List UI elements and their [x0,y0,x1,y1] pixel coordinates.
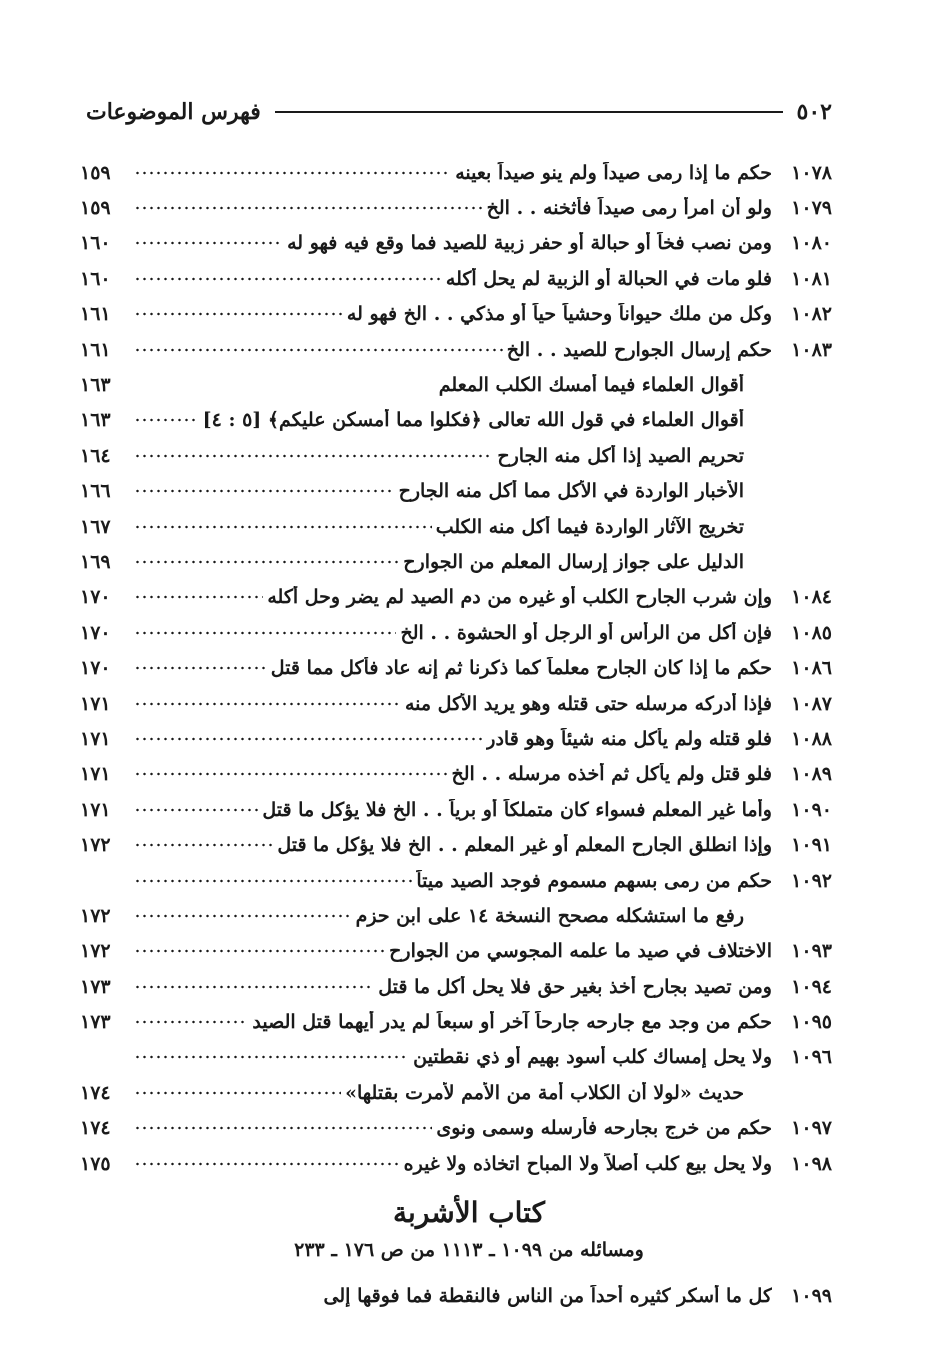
entry-number: ١٠٨٣ [791,338,832,361]
subentry-title: حديث «لولا أن الكلاب أمة من الأمم لأمرت بقتلها» [345,1081,744,1104]
entry-title: كل ما أسكر كثيره أحداً من الناس فالنقطة فما فوقها إلى [323,1285,772,1307]
subentry-title: تحريم الصيد إذا أكل منه الجارح [497,444,744,467]
entry-number: ١٠٨٦ [791,657,832,680]
index-entry [80,827,832,862]
dot-leader [134,454,493,458]
header-rule [275,111,783,113]
entry-page-number: ١٧٠ [80,657,111,680]
index-entry [80,474,832,509]
entry-title: ومن تصيد بجارح أخذ بغير حق فلا يحل أكل ما قتل [378,975,772,998]
entry-title: وكل من ملك حيواناً وحشياً حياً أو مذكي . . الخ فهو له [346,303,772,326]
dot-leader [134,666,267,670]
index-entry [80,226,832,261]
entry-page-number: ١٦٣ [80,374,111,397]
entry-title: ولو أن امرأ رمى صيداً فأثخنه . . الخ [486,197,772,220]
entry-page-number: ١٦٠ [80,267,111,290]
dot-leader [134,772,447,776]
entry-page-number: ١٦٤ [80,444,111,467]
entry-page-number: ١٧٤ [80,1117,111,1140]
entry-number: ١٠٨٨ [791,727,832,750]
subentry-title: الدليل على جواز إرسال المعلم من الجوارح [403,550,744,573]
dot-leader [134,1126,432,1130]
dot-leader [134,737,482,741]
entry-number: ١٠٩٣ [791,940,832,963]
entry-title: الاختلاف في صيد ما علمه المجوسي من الجوارح [389,940,772,963]
dot-leader [134,171,451,175]
entry-title: وإذا انطلق الجارح المعلم أو غير المعلم . . الخ فلا يؤكل ما قتل [277,834,772,857]
dot-leader [134,312,343,316]
entry-title: وإن شرب الجارح الكلب أو غيره من دم الصيد لم يضر وحل أكله [267,586,772,609]
subentry-title: تخريج الآثار الواردة فيما أكل منه الكلب [435,515,744,538]
entry-title: فإذا أدركه مرسله حتى قتله وهو يريد الأكل منه [404,692,772,715]
index-entry [80,438,832,473]
entry-page-number: ١٧٢ [80,904,111,927]
dot-leader [134,241,283,245]
dot-leader [134,595,263,599]
index-entry [80,615,832,650]
subentry-title: أقوال العلماء في قول الله تعالى ﴿فكلوا مما أمسكن عليكم﴾ [٥ : ٤] [202,409,744,432]
entry-title: ومن نصب فخاً أو حبالة أو حفر زبية للصيد فما وقع فيه فهو له [287,232,772,255]
entry-number: ١٠٩٢ [791,869,832,892]
index-entry [80,898,832,933]
index-entry [80,757,832,792]
entry-page-number: ١٦٦ [80,480,111,503]
dot-leader [134,1020,248,1024]
dot-leader [134,489,395,493]
entry-title: وأما غير المعلم فسواء كان متملكاً أو برياً . . الخ فلا يؤكل ما قتل [262,798,772,821]
index-entry [80,934,832,969]
dot-leader [134,843,273,847]
dot-leader [134,525,432,529]
index-entry [80,261,832,296]
entry-page-number: ١٧١ [80,798,111,821]
entry-title: فإن أكل من الرأس أو الرجل أو الحشوة . . الخ [400,621,772,644]
page-number: ٥٠٢ [796,99,832,125]
entry-page-number: ١٧٣ [80,975,111,998]
entry-number: ١٠٨٠ [791,232,832,255]
entry-page-number: ١٧٥ [80,1152,111,1175]
entry-page-number: ١٧١ [80,763,111,786]
running-title: فهرس الموضوعات [86,99,261,125]
entry-number: ١٠٨٤ [791,586,832,609]
entry-number: ١٠٩٦ [791,1046,832,1069]
index-entry [80,297,832,332]
subentry-title: الأخبار الواردة في الأكل مما أكل منه الجارح [398,480,744,503]
entry-page-number: ١٦٩ [80,550,111,573]
entry-title: ولا يحل بيع كلب أصلاً ولا المباح اتخاذه ولا غيره [403,1152,772,1175]
index-entry [80,1040,832,1075]
dot-leader [134,949,385,953]
entry-number: ١٠٩٧ [791,1117,832,1140]
dot-leader [134,277,442,281]
page-header [80,92,832,132]
index-entry [80,1004,832,1039]
index-entry [80,544,832,579]
index-entry [80,509,832,544]
index-entry [80,332,832,367]
index-entry [80,863,832,898]
index-entries-list [80,155,832,1181]
entry-page-number: ١٧٤ [80,1081,111,1104]
dot-leader [134,1055,409,1059]
dot-leader [134,879,412,883]
index-entry [80,1111,832,1146]
dot-leader [134,808,258,812]
entry-page-number: ١٥٩ [80,161,111,184]
entry-page-number: ١٦١ [80,303,111,326]
index-entry [80,1280,832,1312]
entry-number: ١٠٩١ [791,834,832,857]
dot-leader [134,631,396,635]
entry-number: ١٠٩٨ [791,1152,832,1175]
dot-leader [134,206,483,210]
entry-page-number: ١٧٢ [80,940,111,963]
book-section-range: ومسائله من ١٠٩٩ ـ ١١١٣ من ص ١٧٦ ـ ٢٣٣ [294,1239,644,1261]
index-entry [80,190,832,225]
entry-title: فلو مات في الحبالة أو الزبية لم يحل أكله [445,267,772,290]
entry-page-number: ١٧١ [80,727,111,750]
entry-number: ١٠٧٩ [791,197,832,220]
entry-page-number: ١٧١ [80,692,111,715]
entry-title: حكم إرسال الجوارح للصيد . . الخ [506,338,772,361]
index-entry [80,580,832,615]
dot-leader [134,985,374,989]
entry-title: ولا يحل إمساك كلب أسود بهيم أو ذي نقطتين [413,1046,772,1069]
index-entry [80,969,832,1004]
entry-title: حكم من وجد مع جارحه جارحاً آخر أو سبعاً لم يدر أيهما قتل الصيد [252,1011,772,1034]
dot-leader [134,702,401,706]
dot-leader [134,418,199,422]
entry-page-number: ١٦١ [80,338,111,361]
entry-page-number: ١٦٠ [80,232,111,255]
entry-page-number: ١٦٧ [80,515,111,538]
book-section-title: كتاب الأشربة [393,1196,545,1229]
subentry-title: أقوال العلماء فيما أمسك الكلب المعلم [438,374,744,397]
dot-leader [134,348,503,352]
entry-page-number: ١٥٩ [80,197,111,220]
index-entry [80,1075,832,1110]
index-entry [80,650,832,685]
entry-number: ١٠٩٤ [791,975,832,998]
index-entry [80,686,832,721]
entry-title: حكم ما إذا كان الجارح معلماً كما ذكرنا ثم إنه عاد فأكل مما قتل [270,657,772,680]
entry-number: ١٠٧٨ [791,161,832,184]
entry-number: ١٠٨١ [791,267,832,290]
index-entry [80,155,832,190]
entry-number: ١٠٨٢ [791,303,832,326]
index-entry [80,1146,832,1181]
entry-title: حكم من رمى بسهم مسموم فوجد الصيد ميتاً [416,869,772,892]
dot-leader [134,914,352,918]
entry-number: ١٠٩٩ [791,1285,832,1307]
entry-number: ١٠٩٥ [791,1011,832,1034]
entry-number: ١٠٨٧ [791,692,832,715]
index-entry [80,367,832,402]
dot-leader [134,1162,400,1166]
entry-page-number: ١٧٠ [80,621,111,644]
entry-number: ١٠٩٠ [791,798,832,821]
dot-leader [134,1091,341,1095]
entry-title: فلو قتل ولم يأكل ثم أخذه مرسله . . الخ [451,763,772,786]
entry-page-number: ١٧٢ [80,834,111,857]
index-entry [80,721,832,756]
dot-leader [134,560,399,564]
index-entry [80,792,832,827]
entry-title: فلو قتله ولم يأكل منه شيئاً وهو قادر [486,727,772,750]
entry-page-number: ١٧٠ [80,586,111,609]
entry-number: ١٠٨٩ [791,763,832,786]
entry-page-number: ١٧٣ [80,1011,111,1034]
subentry-title: رفع ما استشكله مصحح النسخة ١٤ على ابن حزم [355,904,744,927]
entry-page-number: ١٦٣ [80,409,111,432]
entry-title: حكم من خرج بجارحه فأرسله وسمى ونوى [436,1117,772,1140]
entry-number: ١٠٨٥ [791,621,832,644]
index-entry [80,403,832,438]
entry-title: حكم ما إذا رمى صيداً ولم ينو صيداً بعينه [455,161,772,184]
